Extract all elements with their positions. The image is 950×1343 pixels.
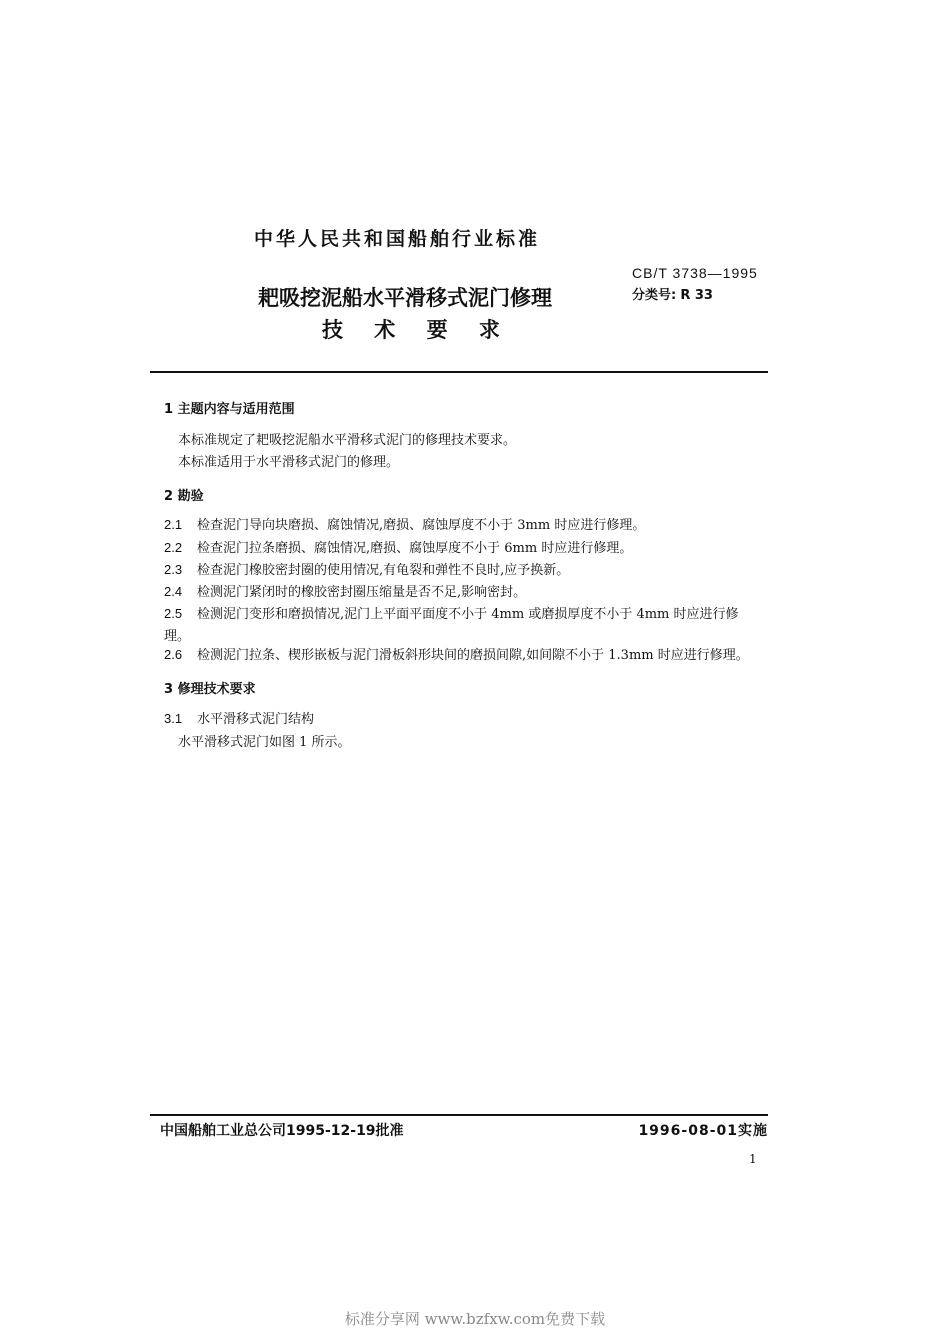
clause-3-1 xyxy=(164,708,314,727)
footer-rule xyxy=(150,1114,768,1116)
clause-2-6 xyxy=(164,644,749,663)
clause-2-5-continued: 理。 xyxy=(164,629,191,644)
classification xyxy=(632,284,713,303)
paragraph: 水平滑移式泥门如图 1 所示。 xyxy=(178,735,351,750)
clause-number: 2.3 xyxy=(164,562,183,577)
clause-number: 2.5 xyxy=(164,606,183,621)
standard-number: CB/T 3738—1995 xyxy=(632,265,758,281)
clause-text: 水平滑移式泥门结构 xyxy=(197,712,315,727)
paragraph: 本标准适用于水平滑移式泥门的修理。 xyxy=(178,455,400,470)
classification-label: 分类号: xyxy=(632,288,677,303)
clause-text: 检查泥门拉条磨损、腐蚀情况,磨损、腐蚀厚度不小于 6mm 时应进行修理。 xyxy=(197,541,633,556)
clause-text: 检测泥门紧闭时的橡胶密封圈压缩量是否不足,影响密封。 xyxy=(197,585,527,600)
clause-number: 2.1 xyxy=(164,517,183,532)
clause-number: 3.1 xyxy=(164,711,183,726)
section-heading: 1 主题内容与适用范围 xyxy=(164,402,295,417)
clause-number: 2.4 xyxy=(164,584,183,599)
header-rule xyxy=(150,371,768,373)
clause-2-5 xyxy=(164,603,739,622)
clause-number: 2.6 xyxy=(164,647,183,662)
clause-text: 检测泥门拉条、楔形嵌板与泥门滑板斜形块间的磨损间隙,如间隙不小于 1.3mm 时应进行修理。 xyxy=(197,648,749,663)
section-heading: 3 修理技术要求 xyxy=(164,682,256,697)
clause-2-3 xyxy=(164,559,569,578)
clause-2-2 xyxy=(164,537,632,556)
page-number: 1 xyxy=(749,1152,757,1166)
clause-text: 检查泥门橡胶密封圈的使用情况,有龟裂和弹性不良时,应予换新。 xyxy=(197,563,570,578)
effective-date: 1996-08-01实施 xyxy=(638,1123,768,1139)
section-heading: 2 勘验 xyxy=(164,489,204,504)
classification-value: R 33 xyxy=(680,288,713,303)
clause-2-1 xyxy=(164,514,645,533)
clause-text: 检测泥门变形和磨损情况,泥门上平面平面度不小于 4mm 或磨损厚度不小于 4mm 时应进行修 xyxy=(197,607,739,622)
clause-2-4 xyxy=(164,581,526,600)
paragraph: 本标准规定了耙吸挖泥船水平滑移式泥门的修理技术要求。 xyxy=(178,433,517,448)
doc-subtitle: 技 术 要 求 xyxy=(322,318,512,342)
clause-number: 2.2 xyxy=(164,540,183,555)
clause-text: 检查泥门导向块磨损、腐蚀情况,磨损、腐蚀厚度不小于 3mm 时应进行修理。 xyxy=(197,518,646,533)
org-title: 中华人民共和国船舶行业标准 xyxy=(253,228,540,250)
doc-title: 耙吸挖泥船水平滑移式泥门修理 xyxy=(258,286,552,310)
approval-text: 中国船舶工业总公司1995-12-19批准 xyxy=(160,1123,404,1139)
watermark: 标准分享网 www.bzfxw.com免费下载 xyxy=(344,1310,606,1328)
